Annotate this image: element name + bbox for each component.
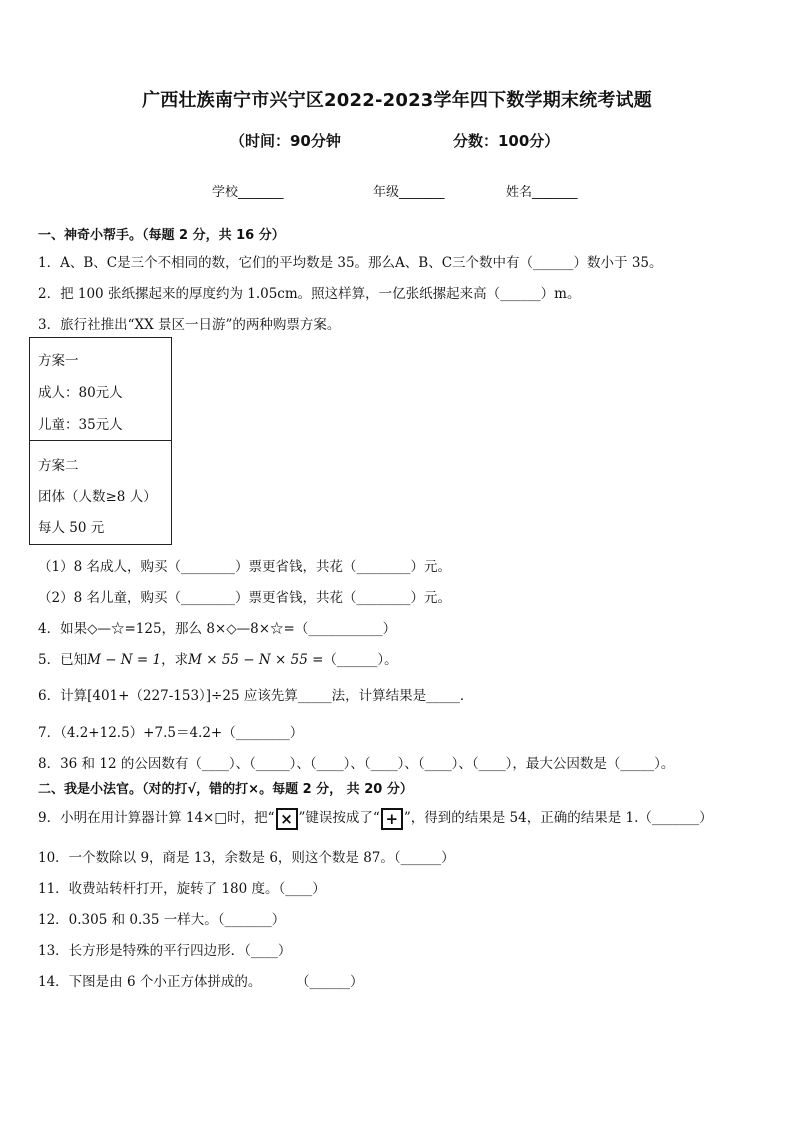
plan-2-group-condition: 团体（人数≥8 人） [38,489,157,505]
plan-2-title: 方案二 [38,458,79,474]
question-4: 4．如果◇—☆=125，那么 8×◇—8×☆=（___________） [38,621,397,637]
exam-score: 分数：100分） [453,132,560,150]
question-2: 2．把 100 张纸摞起来的厚度约为 1.05cm。照这样算，一亿张纸摞起来高（______）m。 [38,286,581,302]
page-title: 广西壮族南宁市兴宁区2022-2023学年四下数学期末统考试题 [142,90,652,111]
question-5 [38,648,398,668]
section-1-heading: 一、神奇小帮手。（每题 2 分，共 16 分） [38,228,285,243]
multiply-key-icon: × [276,808,298,830]
question-5-mid: ，求 [161,652,189,668]
question-9 [38,806,713,830]
question-9-mid: ”键误按成了“ [298,810,380,826]
question-3-part-1: （1）8 名成人，购买（________）票更省钱，共花（________）元。 [38,559,451,575]
school-field: 学校_______ [212,185,284,200]
question-8: 8．36 和 12 的公因数有（____）、（_____）、（____）、（____）、（____）、（____），最大公因数是（_____）。 [38,756,675,772]
plus-key-icon: + [381,808,403,830]
question-14-blank: （______） [296,974,364,990]
plan-2-each-price: 每人 50 元 [38,520,105,536]
question-11: 11．收费站转杆打开，旋转了 180 度。（____） [38,881,326,897]
question-1: 1．A、B、C是三个不相同的数，它们的平均数是 35。那么A、B、C三个数中有（______）数小于 35。 [38,255,663,271]
plan-1-child-price: 儿童：35元人 [38,417,123,433]
grade-field: 年级_______ [373,185,445,200]
question-5-target-expression: M × 55 − N × 55 = [188,652,324,668]
plan-1-title: 方案一 [38,353,79,369]
section-2-heading: 二、我是小法官。（对的打√，错的打×。每题 2 分， 共 20 分） [38,782,413,797]
question-5-prefix: 5．已知 [38,652,88,668]
question-5-blank: （______）。 [323,652,398,668]
question-13: 13．长方形是特殊的平行四边形．（____） [38,943,292,959]
plan-1-adult-price: 成人：80元人 [38,385,123,401]
exam-time: （时间：90分钟 [230,132,341,150]
question-3: 3．旅行社推出“XX 景区一日游”的两种购票方案。 [38,317,341,333]
question-9-prefix: 9．小明在用计算器计算 14×□时，把“ [38,810,275,826]
question-6: 6．计算[401+（227-153）]÷25 应该先算_____法，计算结果是_____． [38,688,474,704]
name-field: 姓名_______ [506,185,578,200]
question-12: 12．0.305 和 0.35 一样大。（_______） [38,912,286,928]
question-10: 10．一个数除以 9，商是 13，余数是 6，则这个数是 87。（______） [38,850,455,866]
question-3-part-2: （2）8 名儿童，购买（________）票更省钱，共花（________）元。 [38,590,451,606]
question-14: 14．下图是由 6 个小正方体拼成的。 [38,974,262,990]
ticket-plan-2 [29,440,172,545]
question-7: 7．（4.2+12.5）+7.5＝4.2+（________） [38,725,304,741]
question-9-suffix: ”，得到的结果是 54，正确的结果是 1.（_______） [403,810,713,826]
ticket-plan-1 [29,337,172,441]
question-5-given-equation: M − N = 1 [87,652,162,668]
